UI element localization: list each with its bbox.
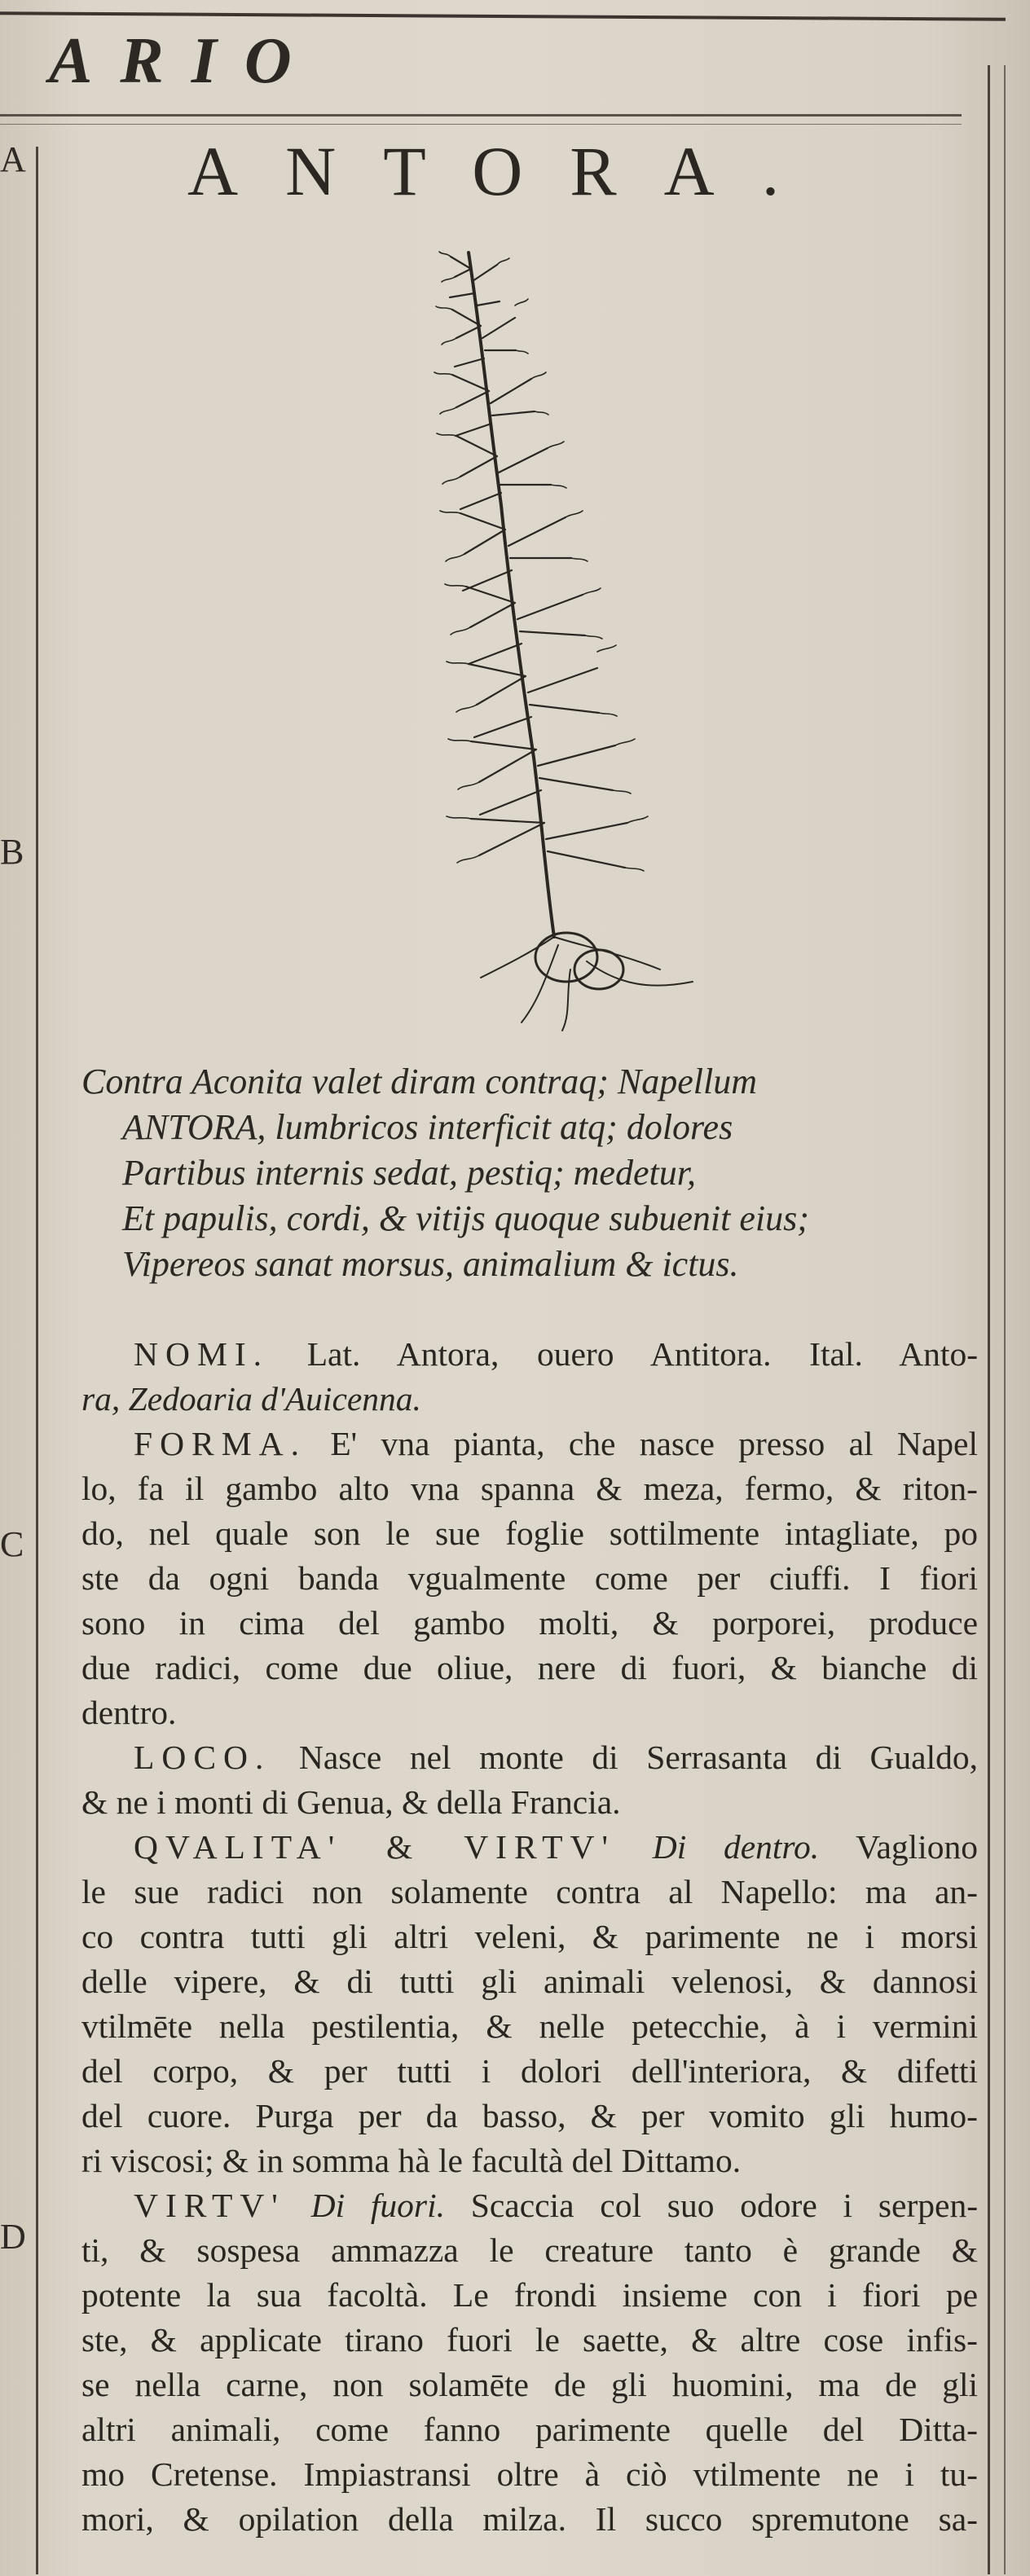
virtu-fuori-line-1: Scaccia col suo odore i serpen- — [470, 2187, 979, 2224]
label-virtu-fuori-italic: Di fuori. — [310, 2187, 445, 2224]
forma-line-2: lo, fa il gambo alto vna spanna & meza, fermo, & riton- — [81, 1470, 978, 1507]
qualita-line-1: Vagliono — [856, 1828, 978, 1866]
verse-line-2: ANTORA, lumbricos interficit atq; dolores — [122, 1107, 733, 1147]
margin-letter-a: A — [0, 139, 26, 179]
label-forma: FORMA. — [134, 1425, 306, 1462]
running-head: ARIO — [49, 25, 319, 97]
right-margin-rule — [988, 65, 990, 2574]
qualita-line-4: delle vipere, & di tutti gli animali velenosi, & dannosi — [81, 1963, 978, 2000]
forma-line-5: sono in cima del gambo molti, & porporei, produce — [81, 1604, 978, 1642]
qualita-line-2: le sue radici non solamente contra al Napello: ma an- — [81, 1873, 978, 1910]
nomi-line-2: ra, Zedoaria d'Auicenna. — [81, 1380, 421, 1418]
label-nomi: NOMI. — [134, 1335, 270, 1373]
loco-line-1: Nasce nel monte di Serrasanta di Gualdo, — [298, 1739, 978, 1776]
section-forma — [81, 1422, 978, 1735]
verse-line-3: Partibus internis sedat, pestiq; medetur, — [122, 1153, 696, 1193]
label-virtu-fuori: VIRTV' — [134, 2187, 285, 2224]
nomi-line-1: Lat. Antora, ouero Antitora. Ital. Anto- — [306, 1335, 979, 1373]
section-virtu-fuori — [81, 2183, 978, 2542]
virtu-fuori-line-5: se nella carne, non solamēte de gli huomini, ma de gli — [81, 2366, 978, 2403]
qualita-line-5: vtilmēte nella pestilentia, & nelle petecchie, à i vermini — [81, 2007, 978, 2045]
virtu-fuori-line-7: mo Cretense. Impiastransi oltre à ciò vtilmente ne i tu- — [81, 2455, 978, 2493]
virtu-fuori-line-6: altri animali, come fanno parimente quelle del Ditta- — [81, 2411, 978, 2448]
section-nomi — [81, 1332, 978, 1422]
loco-line-2: & ne i monti di Genua, & della Francia. — [81, 1783, 621, 1821]
header-rule — [0, 11, 1006, 21]
right-margin-rule-outer — [1004, 65, 1006, 2574]
forma-line-3: do, nel quale son le sue foglie sottilmente intagliate, po — [81, 1514, 978, 1552]
label-qualita: QVALITA' & VIRTV' — [134, 1828, 615, 1866]
section-qualita — [81, 1825, 978, 2183]
header-divider — [0, 114, 962, 116]
header-divider-thin — [0, 124, 962, 125]
virtu-fuori-line-3: potente la sua facoltà. Le frondi insieme con i fiori pe — [81, 2276, 978, 2314]
verse-line-5: Vipereos sanat morsus, animalium & ictus. — [122, 1244, 739, 1284]
page-title: ANTORA. — [187, 132, 827, 210]
qualita-line-8: ri viscosi; & in somma hà le facultà del Dittamo. — [81, 2142, 742, 2179]
label-loco: LOCO. — [134, 1739, 271, 1776]
forma-line-4: ste da ogni banda vgualmente come per ciuffi. I fiori — [81, 1559, 978, 1597]
forma-line-6: due radici, come due oliue, nere di fuori, & bianche di — [81, 1649, 978, 1686]
verse-line-1: Contra Aconita valet diram contraq; Napellum — [81, 1062, 758, 1101]
body-text — [81, 1332, 978, 2542]
section-loco — [81, 1735, 978, 1825]
qualita-line-3: co contra tutti gli altri veleni, & parimente ne i morsi — [81, 1918, 978, 1955]
virtu-fuori-line-2: ti, & sospesa ammazza le creature tanto è grande & — [81, 2231, 978, 2269]
margin-letter-c: C — [0, 1524, 24, 1564]
verse-line-4: Et papulis, cordi, & vitijs quoque subuenit eius; — [122, 1198, 809, 1238]
margin-letter-b: B — [0, 832, 24, 872]
plant-illustration — [424, 236, 733, 1035]
left-margin-rule — [36, 147, 38, 2574]
qualita-line-6: del corpo, & per tutti i dolori dell'interiora, & difetti — [81, 2052, 978, 2090]
label-qualita-italic: Di dentro. — [652, 1828, 820, 1866]
verse-block — [81, 1059, 962, 1287]
virtu-fuori-line-8: mori, & opilation della milza. Il succo spremutone sa- — [81, 2500, 978, 2538]
margin-letter-d: D — [0, 2217, 26, 2257]
qualita-line-7: del cuore. Purga per da basso, & per vomito gli humo- — [81, 2097, 978, 2134]
virtu-fuori-line-4: ste, & applicate tirano fuori le saette, & altre cose infis- — [81, 2321, 978, 2358]
forma-line-1: E' vna pianta, che nasce presso al Napel — [330, 1425, 979, 1462]
forma-line-7: dentro. — [81, 1694, 177, 1731]
